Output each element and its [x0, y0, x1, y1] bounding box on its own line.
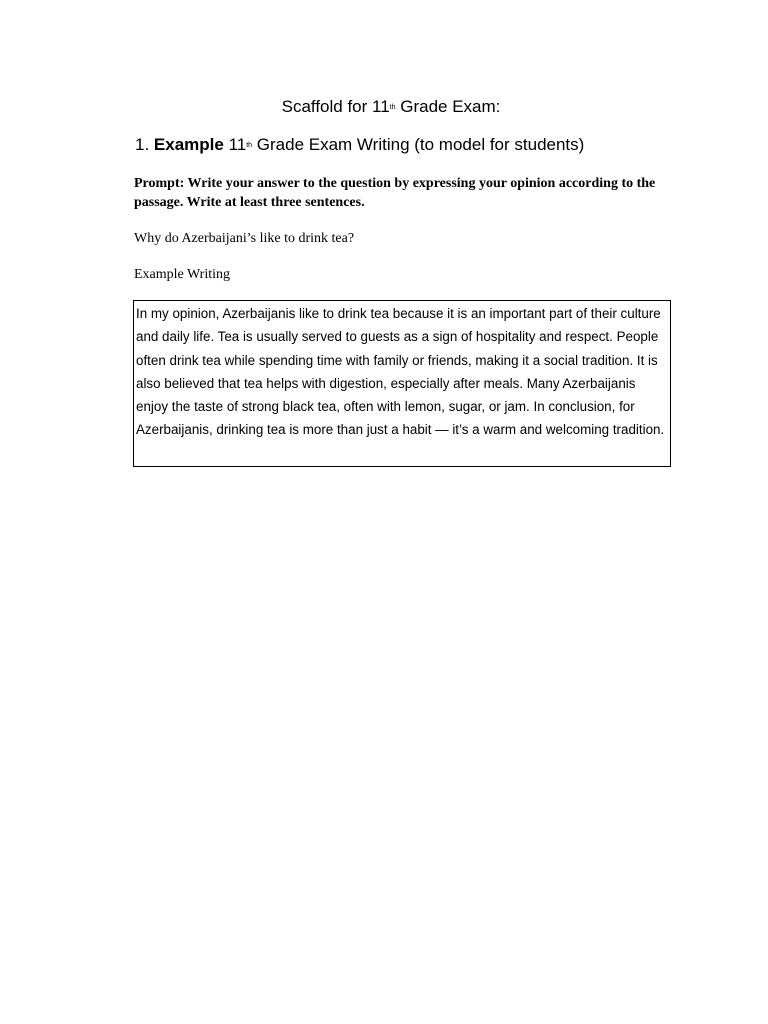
page-title	[0, 96, 768, 118]
title-superscript: th	[389, 104, 396, 111]
example-answer-box: In my opinion, Azerbaijanis like to drink tea because it is an important part of their culture and daily life. Tea is usually served to guests as a sign of hospitality and respect. People often drink tea while spending time with family or friends, making it a social tradition. It is also believed that tea helps with digestion, especially after meals. Many Azerbaijanis enjoy the taste of strong black tea, often with lemon, sugar, or jam. In conclusion, for Azerbaijanis, drinking tea is more than just a habit — it’s a warm and welcoming tradition.	[133, 300, 671, 467]
page-title-text	[268, 96, 501, 118]
heading-superscript: th	[246, 142, 253, 149]
title-suffix: Grade Exam:	[395, 97, 501, 116]
title-prefix: Scaffold for 11	[281, 97, 390, 116]
question-text: Why do Azerbaijani’s like to drink tea?	[134, 231, 355, 246]
heading-number: 1.	[135, 135, 154, 154]
prompt-text: Prompt: Write your answer to the question by expressing your opinion according to the passage. Write at least three sentences.	[134, 176, 656, 210]
heading-grade: 11	[223, 135, 247, 154]
heading-rest: Grade Exam Writing (to model for students)	[252, 135, 585, 154]
heading-bold-word: Example	[153, 135, 224, 154]
section-heading	[135, 134, 584, 156]
example-writing-label: Example Writing	[134, 267, 230, 282]
